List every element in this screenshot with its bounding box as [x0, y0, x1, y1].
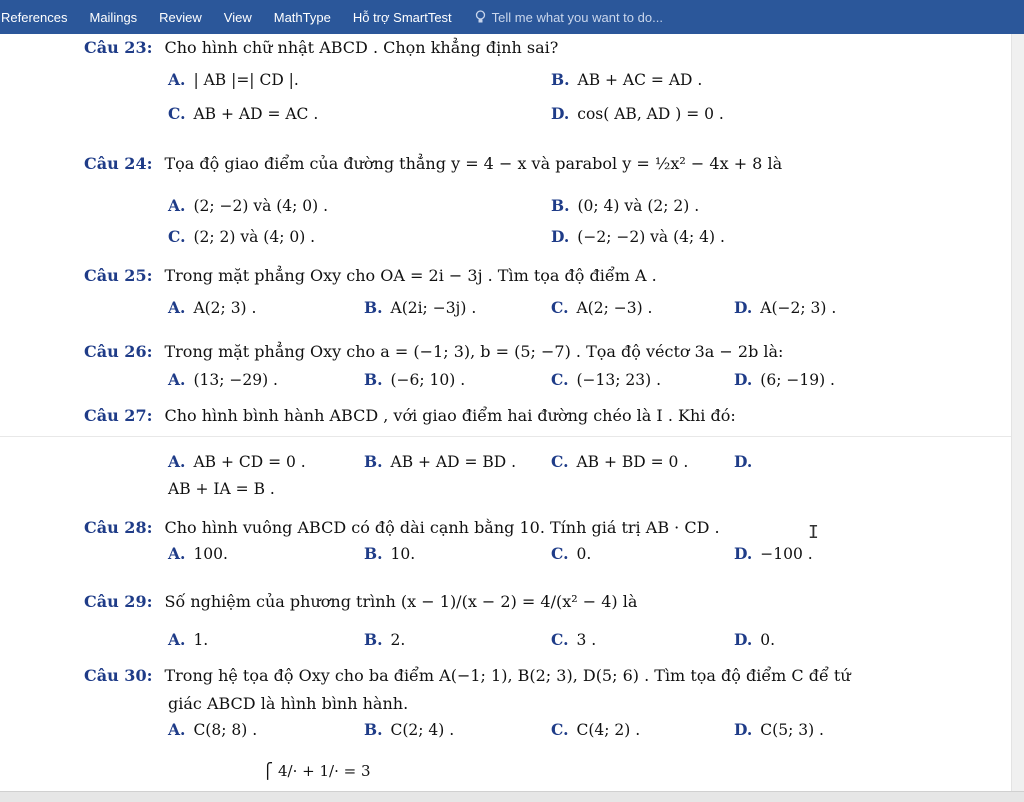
option-23-a: A. | AB |=| CD |.: [168, 70, 299, 89]
question-23: [84, 38, 558, 57]
option-28-a: A. 100.: [168, 544, 228, 563]
partial-equation: ⎧ 4/· + 1/· = 3: [262, 762, 371, 780]
option-30-c: C. C(4; 2) .: [551, 720, 641, 739]
option-30-b: B. C(2; 4) .: [364, 720, 455, 739]
option-28-b: B. 10.: [364, 544, 416, 563]
tab-smarttest[interactable]: Hỗ trợ SmartTest: [352, 9, 452, 25]
vertical-scrollbar[interactable]: [1011, 34, 1024, 792]
option-23-d: D. cos( AB, AD ) = 0 .: [551, 104, 724, 123]
question-30: Câu 30: Trong hệ tọa độ Oxy cho ba điểm A(−1; 1), B(2; 3), D(5; 6) . Tìm tọa độ điểm C để tứ: [84, 666, 851, 685]
tab-review[interactable]: Review: [159, 9, 202, 25]
text-cursor-icon: I: [808, 522, 819, 543]
option-23-c: C. AB + AD = AC .: [168, 104, 319, 123]
option-27-d: D.: [734, 452, 753, 471]
status-bar: [0, 791, 1024, 802]
option-29-c: C. 3 .: [551, 630, 597, 649]
tab-references[interactable]: References: [1, 9, 68, 25]
tell-me-search[interactable]: [463, 10, 663, 25]
option-27-d-continuation: AB + IA = B .: [168, 480, 275, 498]
option-28-c: C. 0.: [551, 544, 592, 563]
option-26-b: B. (−6; 10) .: [364, 370, 466, 389]
option-24-b: B. (0; 4) và (2; 2) .: [551, 196, 700, 215]
option-25-b: B. A(2i; −3j) .: [364, 298, 477, 317]
option-29-a: A. 1.: [168, 630, 209, 649]
option-29-d: D. 0.: [734, 630, 776, 649]
tab-view[interactable]: View: [223, 9, 252, 25]
option-26-a: A. (13; −29) .: [168, 370, 278, 389]
question-text: Cho hình chữ nhật ABCD . Chọn khẳng định sai?: [164, 38, 559, 57]
tell-me-placeholder: Tell me what you want to do...: [491, 9, 663, 25]
question-label: Câu 23:: [84, 38, 153, 57]
option-29-b: B. 2.: [364, 630, 406, 649]
option-25-a: A. A(2; 3) .: [168, 298, 257, 317]
option-26-c: C. (−13; 23) .: [551, 370, 661, 389]
question-27: Câu 27: Cho hình bình hành ABCD , với giao điểm hai đường chéo là I . Khi đó:: [84, 406, 736, 425]
option-24-c: C. (2; 2) và (4; 0) .: [168, 227, 316, 246]
question-29: Câu 29: Số nghiệm của phương trình (x − 1)/(x − 2) = 4/(x² − 4) là: [84, 592, 638, 611]
question-24: Câu 24: Tọa độ giao điểm của đường thẳng y = 4 − x và parabol y = ½x² − 4x + 8 là: [84, 154, 783, 173]
option-27-b: B. AB + AD = BD .: [364, 452, 517, 471]
document-page[interactable]: [0, 34, 1012, 792]
option-25-c: C. A(2; −3) .: [551, 298, 653, 317]
tab-mathtype[interactable]: MathType: [273, 9, 331, 25]
option-24-d: D. (−2; −2) và (4; 4) .: [551, 227, 725, 246]
lightbulb-icon: [475, 10, 486, 24]
option-25-d: D. A(−2; 3) .: [734, 298, 837, 317]
option-26-d: D. (6; −19) .: [734, 370, 835, 389]
question-30-line2: giác ABCD là hình bình hành.: [168, 694, 409, 713]
option-30-d: D. C(5; 3) .: [734, 720, 824, 739]
ribbon-bar: [0, 0, 1024, 34]
option-23-b: B. AB + AC = AD .: [551, 70, 703, 89]
option-28-d: D. −100 .: [734, 544, 813, 563]
question-26: Câu 26: Trong mặt phẳng Oxy cho a = (−1; 3), b = (5; −7) . Tọa độ véctơ 3a − 2b là:: [84, 342, 784, 361]
tab-mailings[interactable]: Mailings: [89, 9, 138, 25]
option-27-a: A. AB + CD = 0 .: [168, 452, 306, 471]
page-break-divider: [0, 436, 1012, 437]
option-30-a: A. C(8; 8) .: [168, 720, 258, 739]
option-24-a: A. (2; −2) và (4; 0) .: [168, 196, 329, 215]
question-25: Câu 25: Trong mặt phẳng Oxy cho OA = 2i − 3j . Tìm tọa độ điểm A .: [84, 266, 657, 285]
option-27-c: C. AB + BD = 0 .: [551, 452, 689, 471]
question-28: Câu 28: Cho hình vuông ABCD có độ dài cạnh bằng 10. Tính giá trị AB · CD .: [84, 518, 720, 537]
